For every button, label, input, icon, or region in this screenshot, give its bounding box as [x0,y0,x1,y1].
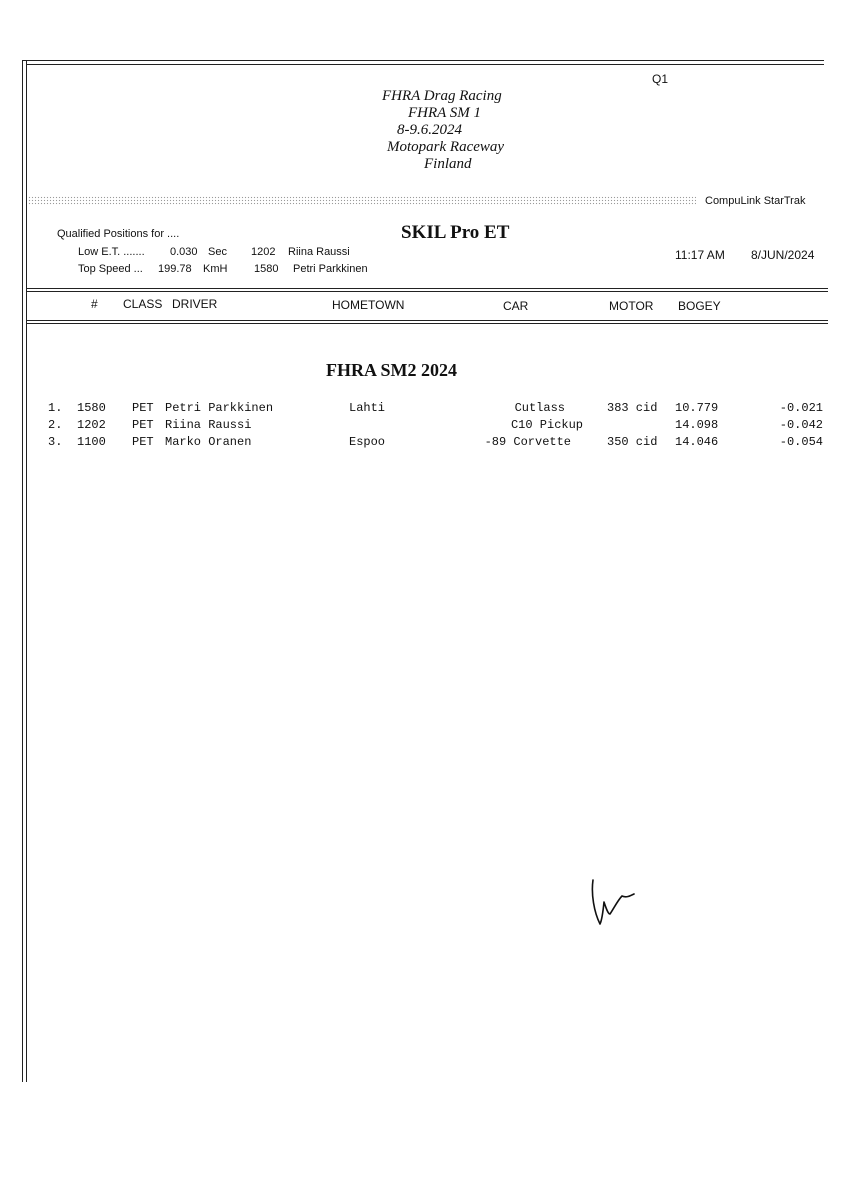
row-number: 1580 [77,401,106,415]
row-bogey: 14.098 [675,418,719,432]
col-header-hometown: HOMETOWN [332,298,405,312]
system-label: CompuLink StarTrak [705,195,806,207]
row-hometown: Espoo [349,435,386,449]
row-motor: 350 cid [607,435,658,449]
page-id: Q1 [652,72,669,86]
section-title: FHRA SM2 2024 [326,360,458,380]
row-position: 2. [48,418,63,432]
left-border-rule [22,60,23,1082]
column-header-rule-bottom-2 [26,323,828,324]
row-car: Cutlass [514,401,565,415]
row-position: 3. [48,435,63,449]
low-et-number: 1202 [251,246,276,258]
event-dates: 8-9.6.2024 [397,122,462,138]
col-header-class: CLASS [123,297,163,311]
event-country: Finland [424,156,472,172]
row-diff: -0.054 [779,435,823,449]
row-bogey: 10.779 [675,401,719,415]
column-header-rule-top [26,288,828,289]
col-header-car: CAR [503,299,529,313]
col-header-bogey: BOGEY [678,299,721,313]
row-car: C10 Pickup [510,418,583,432]
row-number: 1100 [77,435,106,449]
low-et-unit: Sec [208,246,227,258]
top-speed-unit: KmH [203,263,228,275]
handwritten-signature [588,872,644,934]
top-border-rule [22,60,824,61]
row-position: 1. [48,401,63,415]
qualified-label: Qualified Positions for .... [57,228,180,240]
report-date: 8/JUN/2024 [751,248,815,262]
row-car: -89 Corvette [484,435,571,449]
event-title: FHRA Drag Racing [382,88,502,104]
row-diff: -0.021 [779,401,823,415]
top-border-rule-inner [26,64,824,65]
top-speed-value: 199.78 [158,263,192,275]
event-venue: Motopark Raceway [387,139,505,155]
row-diff: -0.042 [779,418,823,432]
dotted-separator [28,196,696,205]
col-header-driver: DRIVER [172,297,218,311]
row-class: PET [132,418,154,432]
top-speed-label: Top Speed ... [78,263,143,275]
top-speed-number: 1580 [254,263,279,275]
report-time: 11:17 AM [675,248,725,262]
row-number: 1202 [77,418,106,432]
row-class: PET [132,435,154,449]
col-header-number: # [91,297,98,311]
low-et-label: Low E.T. ....... [78,246,145,258]
top-speed-driver: Petri Parkkinen [293,263,368,275]
class-title: SKIL Pro ET [401,222,510,243]
row-motor: 383 cid [607,401,658,415]
row-class: PET [132,401,154,415]
event-series: FHRA SM 1 [408,105,482,121]
low-et-driver: Riina Raussi [288,246,350,258]
row-bogey: 14.046 [675,435,719,449]
col-header-motor: MOTOR [609,299,654,313]
row-driver: Marko Oranen [165,435,252,449]
row-hometown: Lahti [349,401,386,415]
column-header-rule-top-2 [26,291,828,292]
row-driver: Riina Raussi [165,418,252,432]
low-et-value: 0.030 [170,246,198,258]
left-border-rule-inner [26,60,27,1082]
column-header-rule-bottom [26,320,828,321]
row-driver: Petri Parkkinen [165,401,274,415]
